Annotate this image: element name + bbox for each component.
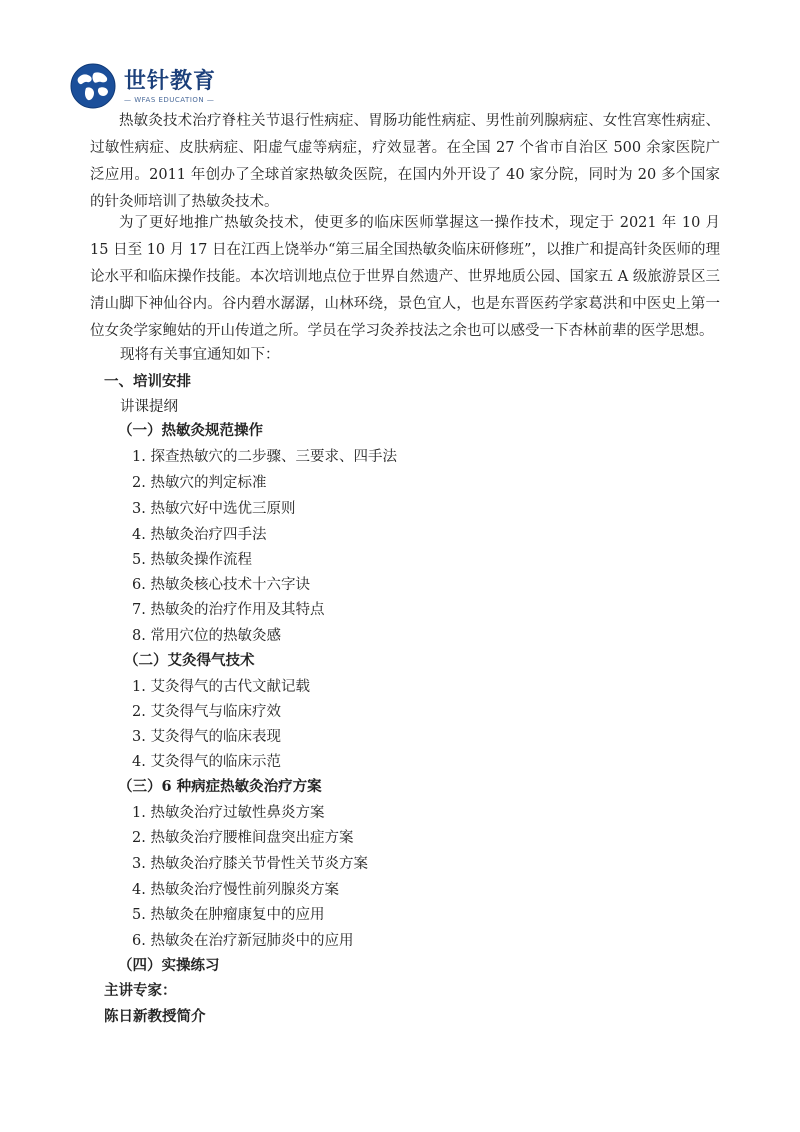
part-title: （一）热敏灸规范操作	[118, 422, 263, 439]
part-title: （三）6 种病症热敏灸治疗方案	[118, 778, 322, 795]
part-title: （四）实操练习	[118, 957, 220, 974]
list-item: 6. 热敏灸在治疗新冠肺炎中的应用	[132, 933, 354, 949]
notice-paragraph: 现将有关事宜通知如下：	[120, 347, 280, 363]
list-item: 1. 探查热敏穴的二步骤、三要求、四手法	[132, 449, 397, 465]
list-item: 7. 热敏灸的治疗作用及其特点	[132, 602, 325, 618]
training-paragraph: 为了更好地推广热敏灸技术，使更多的临床医师掌握这一操作技术，现定于 2021 年 10 月 15 日至 10 月 17 日在江西上饶举办“第三届全国热敏灸临床研修班”，以推广和提高针灸医师的理论水平和临床操作技能。本次培训地点位于世界自然遗产、世界地质公园、国家五 A 级旅游景区三清山脚下神仙谷内。谷内碧水潺潺，山林环绕，景色宜人，也是东晋医药学家葛洪和中医史上第一位女灸学家鲍姑的开山传道之所。学员在学习灸养技法之余也可以感受一下杏林前辈的医学思想。	[90, 215, 720, 339]
list-item: 3. 艾灸得气的临床表现	[132, 729, 281, 745]
list-item: 8. 常用穴位的热敏灸感	[132, 628, 281, 644]
list-item: 3. 热敏灸治疗膝关节骨性关节炎方案	[132, 856, 368, 872]
globe-icon	[70, 63, 116, 109]
part-title: （二）艾灸得气技术	[124, 652, 255, 669]
speaker-label: 主讲专家：	[104, 982, 177, 999]
list-item: 6. 热敏灸核心技术十六字诀	[132, 577, 310, 593]
outline-subheading: 讲课提纲	[120, 399, 178, 415]
list-item: 1. 热敏灸治疗过敏性鼻炎方案	[132, 805, 325, 821]
intro-paragraph: 热敏灸技术治疗脊柱关节退行性病症、胃肠功能性病症、男性前列腺病症、女性宫寒性病症、过敏性病症、皮肤病症、阳虚气虚等病症，疗效显著。在全国 27 个省市自治区 500 余家医院广泛应用。2011 年创办了全球首家热敏灸医院，在国内外开设了 40 家分院，同时为 20 多个国家的针灸师培训了热敏灸技术。	[90, 113, 720, 210]
section-heading: 一、培训安排	[104, 373, 191, 390]
speaker-bio-title: 陈日新教授简介	[104, 1008, 206, 1025]
list-item: 2. 热敏灸治疗腰椎间盘突出症方案	[132, 830, 354, 846]
list-item: 4. 艾灸得气的临床示范	[132, 754, 281, 770]
logo-name-en: — WFAS EDUCATION —	[124, 95, 215, 104]
logo-name-cn: 世针教育	[124, 68, 217, 94]
list-item: 1. 艾灸得气的古代文献记载	[132, 679, 310, 695]
list-item: 4. 热敏灸治疗慢性前列腺炎方案	[132, 882, 339, 898]
list-item: 5. 热敏灸操作流程	[132, 552, 252, 568]
list-item: 3. 热敏穴好中选优三原则	[132, 501, 296, 517]
list-item: 4. 热敏灸治疗四手法	[132, 527, 267, 543]
list-item: 2. 热敏穴的判定标准	[132, 475, 267, 491]
list-item: 5. 热敏灸在肿瘤康复中的应用	[132, 907, 325, 923]
logo	[70, 60, 216, 112]
list-item: 2. 艾灸得气与临床疗效	[132, 704, 281, 720]
